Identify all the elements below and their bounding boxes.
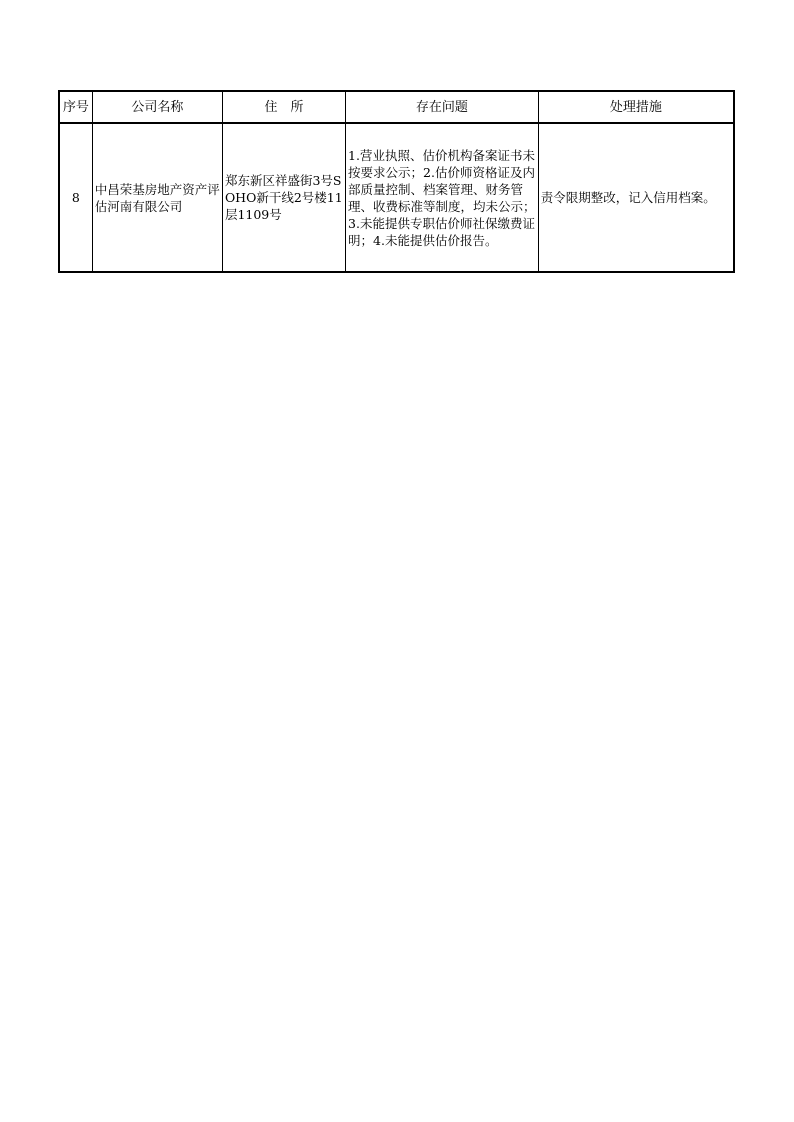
header-company-name: 公司名称 xyxy=(92,91,222,123)
table-header-row xyxy=(59,91,734,123)
cell-company-name: 中昌荣基房地产资产评估河南有限公司 xyxy=(92,123,222,272)
cell-seq: 8 xyxy=(59,123,92,272)
inspection-results-table xyxy=(58,90,735,273)
table-row xyxy=(59,123,734,272)
cell-issues: 1.营业执照、估价机构备案证书未按要求公示；2.估价师资格证及内部质量控制、档案管理、财务管理、收费标准等制度，均未公示；3.未能提供专职估价师社保缴费证明；4.未能提供估价报告。 xyxy=(346,123,539,272)
header-address: 住 所 xyxy=(222,91,345,123)
cell-address: 郑东新区祥盛街3号SOHO新干线2号楼11层1109号 xyxy=(222,123,345,272)
header-issues: 存在问题 xyxy=(346,91,539,123)
cell-measures: 责令限期整改，记入信用档案。 xyxy=(538,123,734,272)
header-measures: 处理措施 xyxy=(538,91,734,123)
header-seq: 序号 xyxy=(59,91,92,123)
